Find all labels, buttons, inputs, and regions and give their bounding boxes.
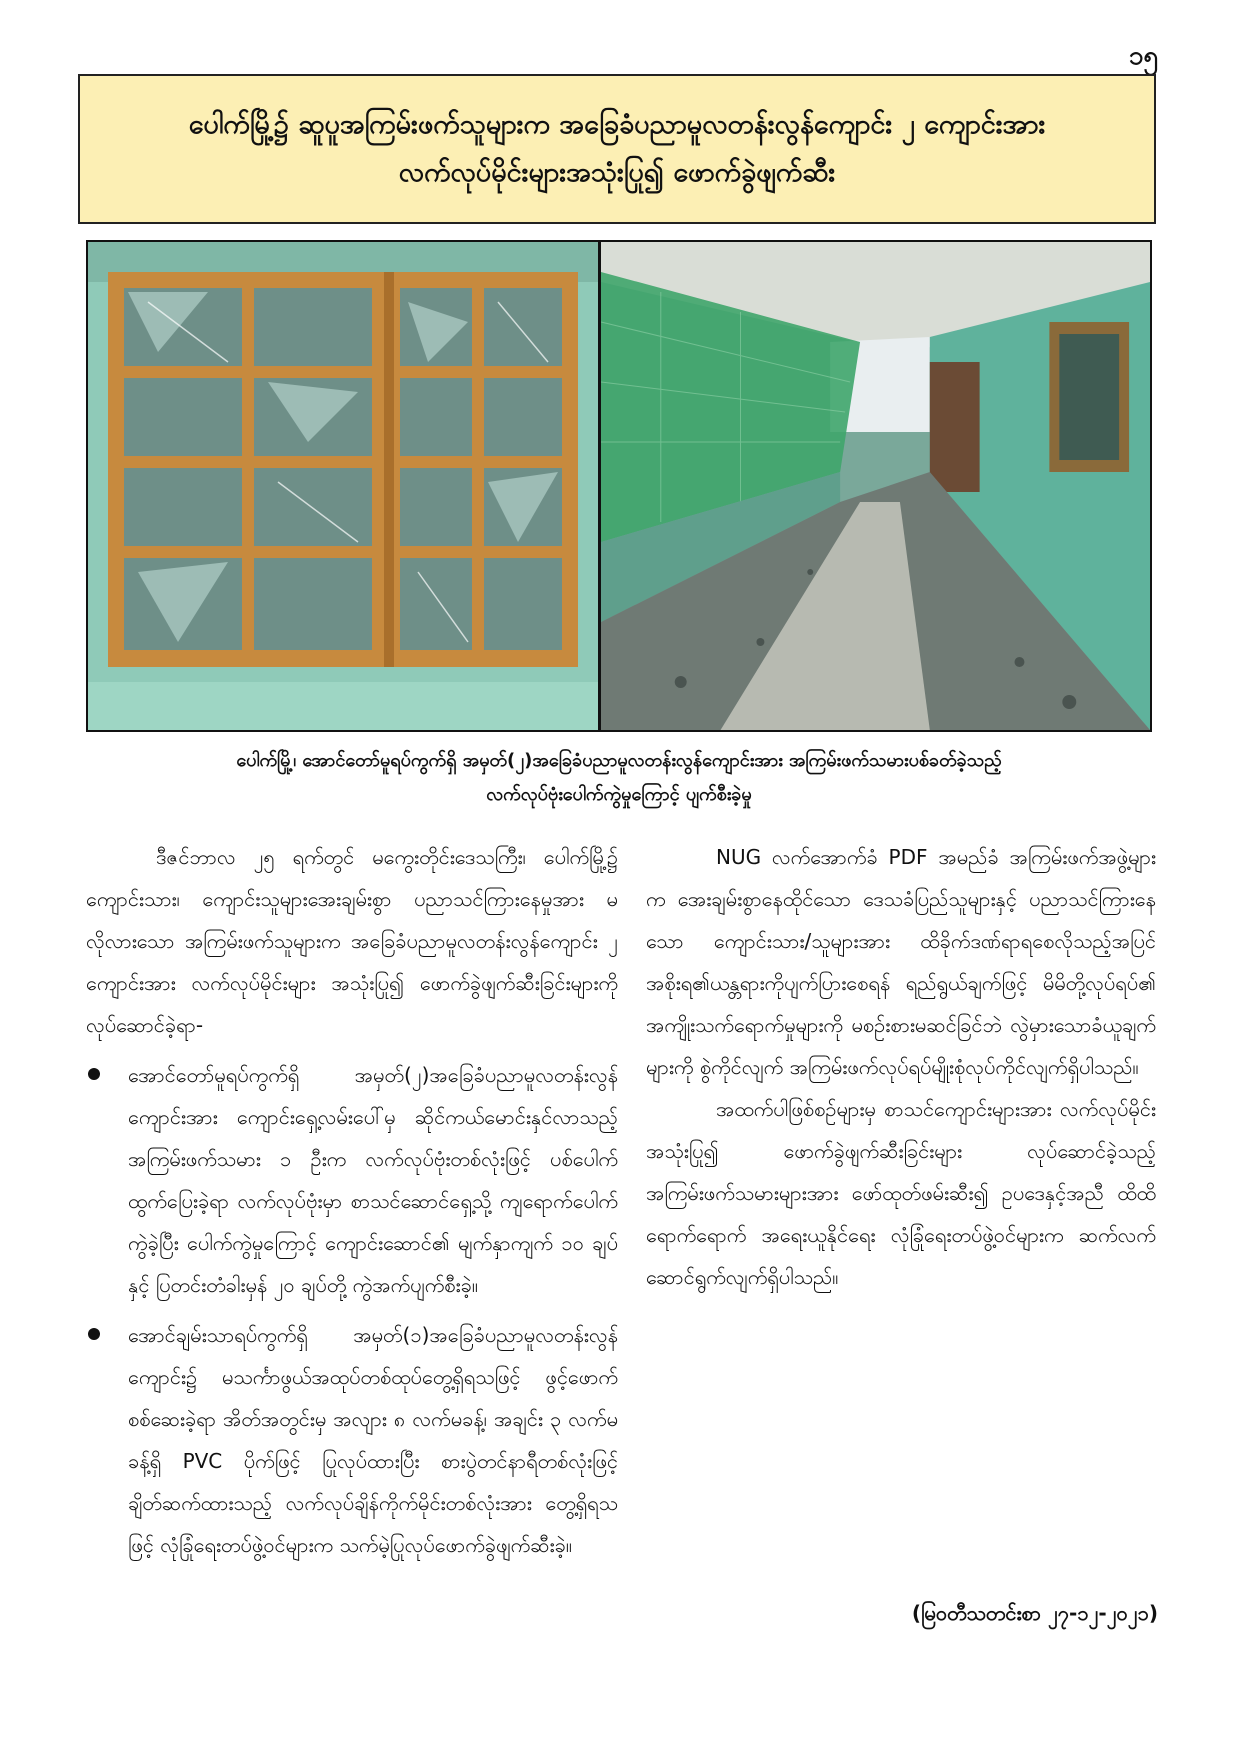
right-paragraph-1: NUG လက်အောက်ခံ PDF အမည်ခံ အကြမ်းဖက်အဖွဲ့များက အေးချမ်းစွာနေထိုင်သော ဒေသခံပြည်သူများနှင့် ပညာသင်ကြားနေသော ကျောင်းသား/သူများအား ထိခိုက်ဒဏ်ရာရစေလိုသည့်အပြင် အစိုးရ၏ယန္တရားကိုပျက်ပြားစေရန် ရည်ရွယ်ချက်ဖြင့် မိမိတို့လုပ်ရပ်၏ အကျိုးသက်ရောက်မှုများကို မစဉ်းစားမဆင်ခြင်ဘဲ လွဲမှားသောခံယူချက်များကို စွဲကိုင်လျက် အကြမ်းဖက်လုပ်ရပ်မျိုးစုံလုပ်ကိုင်လျက်ရှိပါသည်။: [646, 845, 1156, 1079]
bullet-item-1: [86, 1054, 618, 1306]
right-column: [646, 836, 1156, 1298]
bullet-text-2: အောင်ချမ်းသာရပ်ကွက်ရှိ အမှတ်(၁)အခြေခံပညာမူလတန်းလွန်ကျောင်း၌ မသင်္ကာဖွယ်အထုပ်တစ်ထုပ်တွေ့ရှိရသဖြင့် ဖွင့်ဖောက်စစ်ဆေးခဲ့ရာ အိတ်အတွင်းမှ အလျား ၈ လက်မခန့်၊ အချင်း ၃ လက်မခန့်ရှိ PVC ပိုက်ဖြင့် ပြုလုပ်ထားပြီး စားပွဲတင်နာရီတစ်လုံးဖြင့် ချိတ်ဆက်ထားသည့် လက်လုပ်ချိန်ကိုက်မိုင်းတစ်လုံးအား တွေ့ရှိရသဖြင့် လုံခြုံရေးတပ်ဖွဲ့ဝင်များက သက်မဲ့ပြုလုပ်ဖောက်ခွဲဖျက်ဆီးခဲ့။: [128, 1323, 618, 1557]
caption-line-2: လက်လုပ်ဗုံးပေါက်ကွဲမှုကြောင့် ပျက်စီးခဲ့မှု: [486, 784, 752, 805]
right-paragraph-2: အထက်ပါဖြစ်စဉ်များမှ စာသင်ကျောင်းများအား လက်လုပ်မိုင်းအသုံးပြု၍ ဖောက်ခွဲဖျက်ဆီးခြင်းများ လုပ်ဆောင်ခဲ့သည့် အကြမ်းဖက်သမားများအား ဖော်ထုတ်ဖမ်းဆီး၍ ဥပဒေနှင့်အညီ ထိထိရောက်ရောက် အရေးယူနိုင်ရေး လုံခြုံရေးတပ်ဖွဲ့ဝင်များက ဆက်လက်ဆောင်ရွက်လျက်ရှိပါသည်။: [646, 1097, 1156, 1289]
caption-line-1: ပေါက်မြို့၊ အောင်တော်မူရပ်ကွက်ရှိ အမှတ်(၂)အခြေခံပညာမူလတန်းလွန်ကျောင်းအား အကြမ်းဖက်သမားပစ်ခတ်ခဲ့သည့်: [236, 750, 1002, 771]
damaged-corridor-photo: [601, 242, 1150, 730]
photo-panel: [86, 240, 1152, 732]
headline-box: [78, 74, 1156, 224]
source-citation: (မြဝတီသတင်းစာ ၂၇-၁၂-၂၀၂၁): [911, 1601, 1158, 1625]
headline-line-2: လက်လုပ်မိုင်းများအသုံးပြု၍ ဖောက်ခွဲဖျက်ဆီး: [398, 157, 836, 188]
left-column: [86, 836, 618, 1566]
page-number: ၁၅: [1128, 41, 1158, 71]
bullet-icon: [88, 1328, 100, 1340]
bullet-text-1: အောင်တော်မူရပ်ကွက်ရှိ အမှတ်(၂)အခြေခံပညာမူလတန်းလွန်ကျောင်းအား ကျောင်းရှေ့လမ်းပေါ်မှ ဆိုင်ကယ်မောင်းနှင်လာသည့် အကြမ်းဖက်သမား ၁ ဦးက လက်လုပ်ဗုံးတစ်လုံးဖြင့် ပစ်ပေါက်ထွက်ပြေးခဲ့ရာ လက်လုပ်ဗုံးမှာ စာသင်ဆောင်ရှေ့သို့ ကျရောက်ပေါက်ကွဲခဲ့ပြီး ပေါက်ကွဲမှုကြောင့် ကျောင်းဆောင်၏ မျက်နှာကျက် ၁၀ ချပ်နှင့် ပြတင်းတံခါးမှန် ၂၀ ချပ်တို့ ကွဲအက်ပျက်စီးခဲ့။: [128, 1063, 618, 1297]
intro-paragraph: ဒီဇင်ဘာလ ၂၅ ရက်တွင် မကွေးတိုင်းဒေသကြီး၊ ပေါက်မြို့၌ ကျောင်းသား၊ ကျောင်းသူများအေးချမ်းစွာ ပညာသင်ကြားနေမှုအား မလိုလားသော အကြမ်းဖက်သူများက အခြေခံပညာမူလတန်းလွန်ကျောင်း ၂ ကျောင်းအား လက်လုပ်မိုင်းများ အသုံးပြု၍ ဖောက်ခွဲဖျက်ဆီးခြင်းများကို လုပ်ဆောင်ခဲ့ရာ-: [86, 845, 618, 1037]
headline-line-1: ပေါက်မြို့၌ ဆူပူအကြမ်းဖက်သူများက အခြေခံပညာမူလတန်းလွန်ကျောင်း ၂ ကျောင်းအား: [188, 109, 1046, 140]
broken-window-photo: [88, 242, 601, 730]
bullet-icon: [88, 1068, 100, 1080]
photo-caption: [86, 744, 1152, 812]
bullet-item-2: [86, 1314, 618, 1566]
